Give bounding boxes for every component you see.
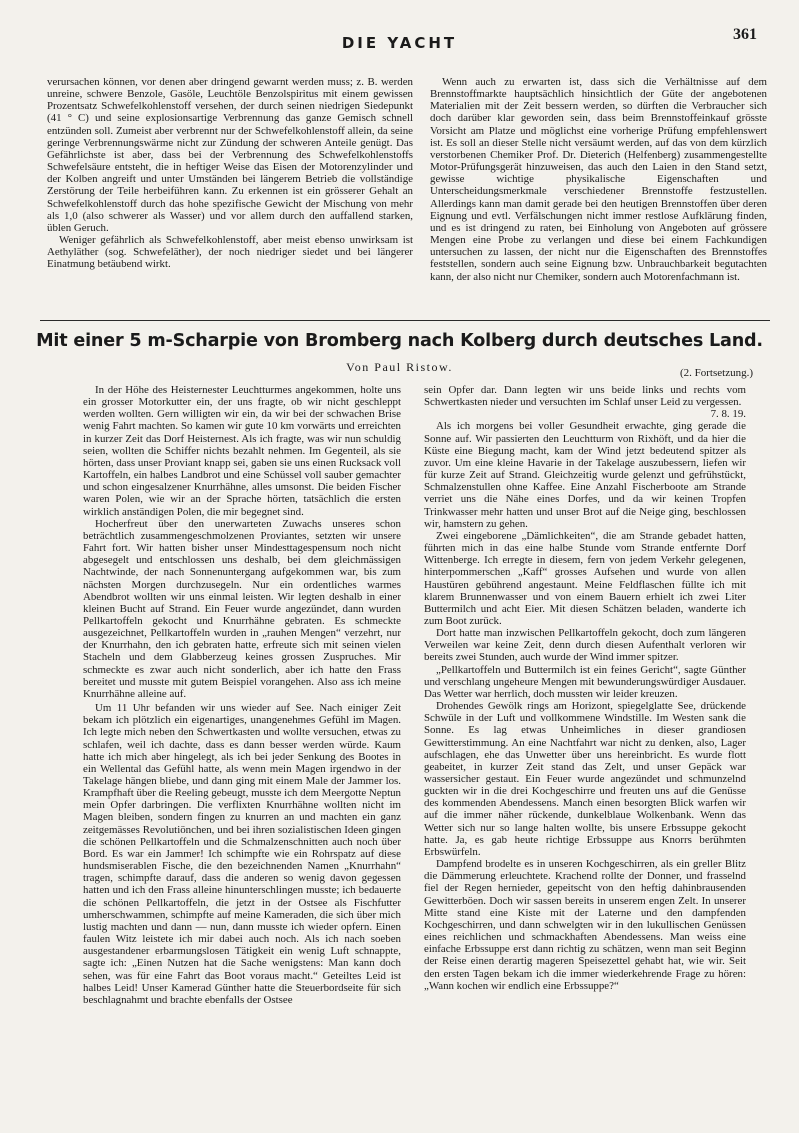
- paragraph: In der Höhe des Heisternester Leuchtturmes angekommen, holte uns ein grosser Motorkutter ein, der uns fragte, ob wir nicht geschleppt werden wollten. Gern willigten wir ein, da wir bei der schwachen Brise wenig Fahrt machten. So kamen wir gute 10 km vorwärts und erreichten in kurzer Zeit das Dorf Heisternest. Als ich fragte, was wir nun schuldig seien, wollten die Schiffer nichts bezahlt nehmen. Im Gegenteil, als sie hörten, dass unser Proviant knapp sei, gaben sie uns einen Rucksack voll Kartoffeln, ein halbes Landbrot und eine Schüssel voll sauber gemachter und schon eingesalzener Knurrhähne, alles umsonst. Die beiden Fischer waren Polen, wie wir an der Sprache hörten, tatsächlich die ersten wirklich anständigen Polen, die mir begegnet sind.: [83, 384, 401, 518]
- article-right-column: [424, 384, 746, 992]
- section-divider: [40, 320, 770, 321]
- paragraph: Zwei eingeborene „Dämlichkeiten“, die am Strande gebadet hatten, führten mich in das eine halbe Stunde vom Strande entfernte Dorf Wittenberge. Ich erregte in diesem, fern von jedem Verkehr gelegenen, hinterpommerschen „Kaff“ grosses Aufsehen und wurde von allen Haustüren gebührend angestaunt. Meine Feldflaschen füllte ich mit klarem Brunnenwasser und von einem Bauern erhielt ich zwei Liter Buttermilch und acht Eier. Mit diesen Schätzen beladen, wanderte ich zum Boot zurück.: [424, 529, 746, 627]
- previous-article-right-column: [430, 76, 767, 283]
- paragraph: Um 11 Uhr befanden wir uns wieder auf See. Nach einiger Zeit bekam ich plötzlich ein eigenartiges, unangenehmes Gefühl im Magen. Ich legte mich neben den Schwertkasten und wollte versuchen, etwas zu schlafen, weil ich dachte, dass es dann besser werden würde. Kaum hatte ich mich aber hingelegt, als ich bei jeder Senkung des Bootes in ein Wellental das Gefühl hatte, als wenn mein Magen irgendwo in der Takelage hängen bliebe, und dann ging mit einem Male der Jammer los. Krampfhaft über die Reeling gebeugt, musste ich dem Meergotte Neptun mein Opfer darbringen. Die verflixten Knurrhähne wollten nicht im Magen bleiben, sondern fingen zu knurren an und machten ein ganz zeitgemässes Revolutiönchen, und bei ihren sozialistischen Ideen gingen die schönen Pellkartoffeln und die Schmalzenschnitten auch noch über Bord. Es war ein Jammer! Ich schimpfte wie ein Rohrspatz auf diese hundsmiserablen Fische, die den bezeichnenden Namen „Knurrhahn“ tragen, schimpfte darauf, dass die anderen so wenig davon gegessen hatten und ich den Frass alleine hinunterschlingen musste; ich bedauerte die schönen Pellkartoffeln, die jetzt in der Ostsee als Fischfutter umherschwammen, schimpfte auf meine Kameraden, die sich über mich lustig machten und dann — nun, dann musste ich wieder opfern. Einen faulen Witz leistete ich mir dabei auch noch. Als ich nach soeben ausgestandener erbarmungslosen Tätigkeit ein wenig Luft schnappte, sagte ich: „Einen Nutzen hat die Sache wenigstens: Man kann doch sehen, was für eine Fahrt das Boot voraus macht.“ Geteiltes Leid ist halbes Leid! Unser Kamerad Günther hatte die Steuerbordseite für sich beschlagnahmt und brachte ebenfalls der Ostsee: [83, 702, 401, 1006]
- running-head: DIE YACHT: [341, 34, 458, 52]
- article-left-column: [83, 384, 401, 1006]
- paragraph: Hocherfreut über den unerwarteten Zuwachs unseres schon beträchtlich zusammengeschmolzenen Proviantes, setzten wir unsere Fahrt fort. Wir hatten bisher unser Mindesttagespensum noch nicht abgesegelt und entschlossen uns deshalb, bei dem gleichmässigen Nachtwinde, der nach Sonnenuntergang aufgekommen war, bis zum nächsten Morgen durchzusegeln. Nur ein ordentliches warmes Abendbrot wollten wir uns einmal leisten. Wir legten deshalb in einer kleinen Bucht auf Strand. Ein Feuer wurde angezündet, dann wurden Pellkartoffeln gekocht und Knurrhähne gebraten. Es schmeckte ausgezeichnet, Pellkartoffeln wurden in „rauhen Mengen“ verzehrt, nur der Knurrhahn, den ich gebraten hatte, erfreute sich mit seinen vielen Stacheln und dem Glabberzeug keines grossen Zuspruches. Mir schmeckte es zwar auch nicht sonderlich, aber ich hatte den Frass bereitet und musste mit gutem Beispiel vorangehen. Also ass ich meine Knurrhähne alleine auf.: [83, 517, 401, 700]
- page-number: 361: [733, 26, 757, 43]
- article-byline: Von Paul Ristow.: [346, 360, 453, 374]
- paragraph: „Pellkartoffeln und Buttermilch ist ein feines Gericht“, sagte Günther und verschlang ungeheure Mengen mit bewunderungswürdiger Ausdauer. Das Wetter war herrlich, doch mussten wir leider kreuzen.: [424, 663, 746, 700]
- paragraph: sein Opfer dar. Dann legten wir uns beide links und rechts vom Schwertkasten nieder und versuchten im Schlaf unser Leid zu vergessen.: [424, 384, 746, 409]
- paragraph: Dampfend brodelte es in unseren Kochgeschirren, als ein greller Blitz die Dämmerung erleuchtete. Krachend rollte der Donner, und frasselnd fiel der Regen hernieder, gepeitscht von den heftig dahinbrausenden Gewitterböen. Doch wir sassen bereits in unserem engen Zelt. In unserer Mitte stand eine Kiste mit der Laterne und den dampfenden Kochgeschirren, und dann schwelgten wir in den lukullischen Genüssen eines reichlichen und schmackhaften Abendessens. Man weiss eine einfache Erbssuppe erst dann richtig zu schätzen, wenn man seit Beginn der Reise einen derartig mageren Speisezettel gehabt hat, wie wir. Seit den ersten Tagen bekam ich die immer wiederkehrende Frage zu hören: „Wann kochen wir endlich eine Erbssuppe?“: [424, 858, 746, 992]
- previous-article-left-column: [47, 76, 413, 271]
- paragraph: Dort hatte man inzwischen Pellkartoffeln gekocht, doch zum längeren Verweilen war keine Zeit, denn durch diesen Aufenthalt verloren wir bereits zwei Stunden, auch wurde der Wind immer spitzer.: [424, 627, 746, 664]
- paragraph: Als ich morgens bei voller Gesundheit erwachte, ging gerade die Sonne auf. Wir passierten den Leuchtturm von Rixhöft, und da hier die Küste eine Biegung macht, kam der Wind jetzt bedeutend spitzer als zuvor. Um eine kleine Havarie in der Takelage auszubessern, liefen wir für kurze Zeit auf Strand. Gleichzeitig wurde gelenzt und gefrühstückt, Schmalzenstullen ohne Kaffee. Eine Anzahl Fischerboote am Strande verriet uns die Nähe eines Dorfes, und da wir keinen Tropfen Trinkwasser mehr hatten und unser Brot auf die Neige ging, beschlossen wir, hamstern zu gehen.: [424, 420, 746, 530]
- paragraph: Wenn auch zu erwarten ist, dass sich die Verhältnisse auf dem Brennstoffmarkte hauptsächlich hinsichtlich der Güte der angebotenen Materialien mit der Zeit bessern werden, so dürften die Verbraucher sich doch darüber klar geworden sein, dass beim Brennstoffeinkauf grösste Vorsicht am Platze und möglichst eine vorherige Prüfung empfehlenswert ist. Es soll an dieser Stelle nicht versäumt werden, auf das von dem kürzlich verstorbenen Chemiker Prof. Dr. Dieterich (Helfenberg) zusammengestellte Motor-Prüfungsgerät hinzuweisen, das auch den Laien in den Stand setzt, gewisse wichtige physikalische Eigenschaften und Unterscheidungsmerkmale verschiedener Brennstoffe festzustellen. Allerdings kann man damit gerade bei den heutigen Brennstoffen über deren Eignung und evtl. Verfälschungen nicht immer restlose Aufklärung finden, und es ist dringend zu raten, bei Einholung von Angeboten auf grössere Mengen eine Probe zu verlangen und diese bei einem Fachkundigen untersuchen zu lassen, der nicht nur die Eigenschaften des Brennstoffes feststellen, sondern auch seine Eignung bzw. Unbrauchbarkeit begutachten kann, der also nicht nur Chemiker, sondern auch Motorenfachmann ist.: [430, 76, 767, 283]
- article-title: Mit einer 5 m-Scharpie von Bromberg nach Kolberg durch deutsches Land.: [36, 331, 763, 351]
- continuation-note: (2. Fortsetzung.): [679, 367, 753, 379]
- page-header: [0, 26, 799, 50]
- paragraph: Weniger gefährlich als Schwefelkohlenstoff, aber meist ebenso unwirksam ist Aethyläther (sog. Schwefeläther), der noch niedriger siedet und bei längerer Einatmung betäubend wirkt.: [47, 234, 413, 271]
- paragraph: verursachen können, vor denen aber dringend gewarnt werden muss; z. B. werden unreine, schwere Benzole, Gasöle, Leuchtöle Benzolspiritus mit einem gewissen Prozentsatz Schwefelkohlenstoff versehen, der durch seinen niedrigen Siedepunkt (41 ° C) und seine explosionsartige Verbrennung das ganze Gemisch schnell entzünden soll. Zumeist aber verbrennt nur der Schwefelkohlenstoff allein, da seine geringe Verbrennungswärme nicht zur Zündung der schweren Anteile genügt. Das Gefährlichste ist aber, dass bei der Verbrennung des Schwefelkohlenstoffs Schwefelsäure entsteht, die in heftiger Weise das Eisen der Motorenzylinder und der Kolben angreift und unter Umständen bei längerem Betrieb die vollständige Zerstörung der Teile herbeiführen kann. Zu erkennen ist ein grösserer Gehalt an Schwefelkohlenstoff durch das hohe spezifische Gewicht der Mischung von mehr als 1,0 (also schwerer als Wasser) und vor allem durch den auffallend starken, üblen Geruch.: [47, 76, 413, 234]
- paragraph: Drohendes Gewölk rings am Horizont, spiegelglatte See, drückende Schwüle in der Luft und vollkommene Windstille. Im Westen sank die Sonne. Es lag etwas Unheimliches in dieser grandiosen Gewitterstimmung. An eine Nachtfahrt war nicht zu denken, also, Lager aufschlagen, ehe das Unwetter über uns hereinbricht. Es wurde flott geabeitet, in kurzer Zeit stand das Zelt, und unser Gepäck war wassersicher gestaut. Ein Feuer wurde angezündet und schmunzelnd guckten wir in die drei Kochgeschirre und freuten uns auf die Genüsse des kommenden Abendessens. Manch einen besorgten Blick warfen wir auf die immer näher rückende, dunkelblaue Wolkenbank. Wenn das Wetter sich nur so lange halten wollte, bis unsere Erbssuppe gekocht hatte. Ja, es gab heute richtige Erbssuppe aus Knorrs berühmten Erbswürfeln.: [424, 700, 746, 858]
- date-line: 7. 8. 19.: [710, 408, 746, 421]
